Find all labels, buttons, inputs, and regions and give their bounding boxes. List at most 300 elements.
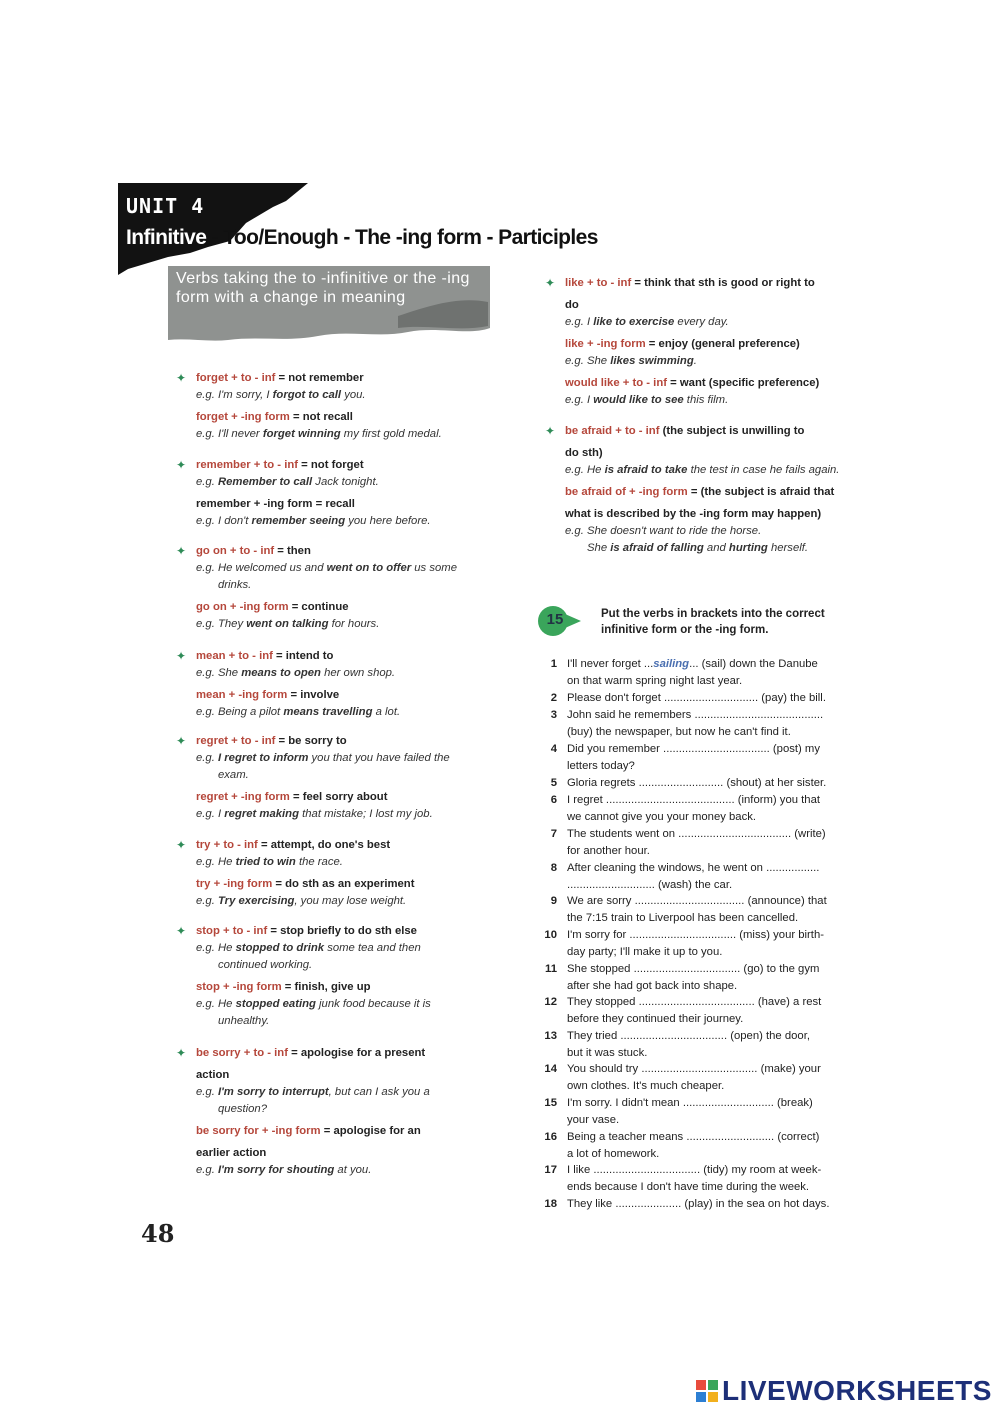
item-number: 11 (545, 963, 557, 975)
item-text (567, 961, 882, 995)
example-text: e.g. She (196, 667, 242, 679)
rule-line (196, 1045, 516, 1062)
example-text: e.g. I (196, 808, 225, 820)
example-text: this film. (683, 394, 729, 406)
example-text: e.g. I (565, 394, 594, 406)
example-text: Jack tonight. (312, 476, 379, 488)
example-line (196, 806, 516, 823)
example-text: a lot. (372, 706, 401, 718)
example-text: and (703, 542, 729, 554)
rule-form: be afraid of + -ing form (565, 486, 688, 498)
item-text (567, 860, 882, 894)
item-number: 7 (550, 828, 557, 840)
example-text: e.g. Being a pilot (196, 706, 284, 718)
answer-input[interactable]: sailing (653, 658, 690, 670)
example-highlight: I'm sorry to interrupt (217, 1086, 329, 1098)
rule-meaning: = enjoy (general preference) (645, 338, 800, 350)
rule-meaning: = (the subject is afraid that (687, 486, 835, 498)
example-text: e.g. I'm sorry, I (196, 389, 273, 401)
example-line (196, 750, 516, 767)
rule-meaning: = continue (288, 601, 349, 613)
exercise-item (537, 826, 882, 860)
example-text: e.g. He (196, 856, 236, 868)
example-line (196, 387, 516, 404)
rule-form: regret + to - inf (196, 735, 276, 747)
item-sentence: The students went on .................................... (write) (567, 828, 826, 840)
example-text: e.g. I don't (196, 515, 252, 527)
bullet-icon: ✦ (176, 1046, 187, 1060)
rule-meaning: = feel sorry about (289, 791, 388, 803)
example-text: e.g. He (196, 942, 236, 954)
rule-line (565, 275, 885, 292)
item-sentence: They tried .................................. (open) the door, (567, 1030, 810, 1042)
example-highlight: forgot to call (272, 389, 342, 401)
item-line-1 (567, 656, 882, 673)
rule-line (196, 648, 516, 665)
rule-line (196, 1123, 516, 1140)
rule-meaning: = then (274, 545, 311, 557)
grammar-rule (545, 275, 885, 409)
example-highlight: is afraid to take (604, 464, 688, 476)
instruction-line-2: infinitive form or the -ing form. (601, 624, 769, 636)
liveworksheets-logo-icon (696, 1378, 720, 1406)
grammar-rule (176, 543, 516, 633)
item-line-2: (buy) the newspaper, but now he can't find it. (567, 726, 791, 738)
rule-line (565, 297, 885, 314)
example-highlight: regret making (224, 808, 299, 820)
grammar-rule (545, 423, 885, 557)
exercise-item (537, 1162, 882, 1196)
item-number: 3 (550, 709, 557, 721)
rule-form: stop + -ing form (196, 981, 282, 993)
rule-line (196, 979, 516, 996)
rule-form: go on + -ing form (196, 601, 289, 613)
item-line-1 (567, 860, 882, 877)
bullet-icon: ✦ (176, 734, 187, 748)
example-text: exam. (218, 769, 249, 781)
exercise-item (537, 860, 882, 894)
rule-line (196, 837, 516, 854)
rule-line (196, 687, 516, 704)
exercise-item (537, 893, 882, 927)
item-line-2: the 7:15 train to Liverpool has been cancelled. (567, 912, 799, 924)
example-text: some tea and then (324, 942, 421, 954)
example-highlight: stopped to drink (235, 942, 325, 954)
item-sentence: They stopped ..................................... (have) a rest (567, 996, 822, 1008)
item-sentence: Being a teacher means ............................ (correct) (567, 1131, 820, 1143)
example-line (565, 540, 885, 557)
item-number: 18 (544, 1198, 557, 1210)
example-line (196, 1101, 516, 1118)
example-line (565, 392, 885, 409)
rule-form: mean + -ing form (196, 689, 288, 701)
example-line (196, 1084, 516, 1101)
rule-meaning: = do sth as an experiment (272, 878, 415, 890)
item-line-1 (567, 1095, 882, 1112)
grammar-rule (176, 1045, 516, 1179)
example-text: e.g. (196, 895, 218, 907)
example-text: my first gold medal. (340, 428, 442, 440)
item-number: 2 (550, 692, 557, 704)
liveworksheets-logo-text: LIVEWORKSHEETS (722, 1375, 992, 1406)
example-line (196, 665, 516, 682)
rule-form: like + to - inf (565, 277, 632, 289)
rule-form: remember + to - inf (196, 459, 299, 471)
example-highlight: like to exercise (593, 316, 675, 328)
rule-line (196, 876, 516, 893)
example-text: e.g. I (565, 316, 594, 328)
rule-meaning: = apologise for a present (287, 1047, 426, 1059)
item-number: 12 (544, 996, 557, 1008)
item-line-2: before they continued their journey. (567, 1013, 744, 1025)
rule-form: like + -ing form (565, 338, 646, 350)
example-text: the test in case he fails again. (687, 464, 840, 476)
example-line (565, 353, 885, 370)
example-line (196, 957, 516, 974)
example-text: unhealthy. (218, 1015, 270, 1027)
rule-meaning: = recall (312, 498, 355, 510)
example-text: you here before. (345, 515, 431, 527)
item-sentence: I regret ......................................... (inform) you that (567, 794, 820, 806)
rule-line (565, 375, 885, 392)
rule-meaning: = not recall (289, 411, 353, 423)
exercise-item (537, 1061, 882, 1095)
item-line-1 (567, 1028, 882, 1045)
item-line-2: letters today? (567, 760, 635, 772)
item-sentence: I like .................................. (tidy) my room at week- (567, 1164, 822, 1176)
item-number: 5 (550, 777, 557, 789)
unit-title-part1: Infinitive (126, 226, 207, 249)
item-line-2: a lot of homework. (567, 1148, 660, 1160)
example-line (196, 704, 516, 721)
rule-form: try + -ing form (196, 878, 273, 890)
exercise-item (537, 690, 882, 707)
example-highlight: means to open (241, 667, 321, 679)
example-line (565, 462, 885, 479)
example-highlight: remember seeing (251, 515, 346, 527)
item-line-1 (567, 775, 882, 792)
item-sentence: I'll never forget ... (567, 658, 654, 670)
exercise-item (537, 707, 882, 741)
item-text (567, 927, 882, 961)
item-line-2: for another hour. (567, 845, 650, 857)
rule-line (196, 1067, 516, 1084)
example-line (196, 616, 516, 633)
exercise-item (537, 1028, 882, 1062)
example-text: e.g. I'll never (196, 428, 263, 440)
exercise-item (537, 741, 882, 775)
rule-meaning: = attempt, do one's best (257, 839, 391, 851)
example-line (196, 513, 516, 530)
example-line (565, 314, 885, 331)
item-line-1 (567, 961, 882, 978)
item-line-2: but it was stuck. (567, 1047, 648, 1059)
example-line (196, 996, 516, 1013)
item-sentence: Did you remember .................................. (post) my (567, 743, 820, 755)
item-line-2: day party; I'll make it up to you. (567, 946, 723, 958)
item-number: 10 (544, 929, 557, 941)
example-line (196, 893, 516, 910)
bullet-icon: ✦ (545, 276, 556, 290)
example-line (196, 1013, 516, 1030)
item-line-1 (567, 893, 882, 910)
rule-meaning: = stop briefly to do sth else (267, 925, 417, 937)
example-highlight: Remember to call (217, 476, 313, 488)
example-highlight: hurting (728, 542, 768, 554)
item-text (567, 1061, 882, 1095)
example-highlight: stopped eating (235, 998, 316, 1010)
rule-form: regret + -ing form (196, 791, 290, 803)
example-text: every day. (674, 316, 729, 328)
example-text: for hours. (328, 618, 380, 630)
example-highlight: would like to see (593, 394, 684, 406)
exercise-item (537, 656, 882, 690)
rule-line (196, 733, 516, 750)
item-sentence: You should try ..................................... (make) your (567, 1063, 821, 1075)
item-number: 16 (544, 1131, 557, 1143)
rule-line (565, 445, 885, 462)
item-text (567, 690, 882, 707)
item-line-2: your vase. (567, 1114, 620, 1126)
example-text: us some (411, 562, 457, 574)
example-highlight: I'm sorry for shouting (217, 1164, 335, 1176)
example-text: e.g. (196, 752, 218, 764)
exercise-item (537, 1196, 882, 1213)
item-line-1 (567, 994, 882, 1011)
exercise-item (537, 1095, 882, 1129)
example-highlight: Try exercising (217, 895, 295, 907)
rule-line (565, 506, 885, 523)
rule-line (196, 543, 516, 560)
example-line (196, 577, 516, 594)
unit-title (126, 226, 598, 250)
rule-form: mean + to - inf (196, 650, 273, 662)
rule-line (196, 370, 516, 387)
example-highlight: means travelling (283, 706, 373, 718)
item-number: 17 (544, 1164, 557, 1176)
item-sentence: I'm sorry for .................................. (miss) your birth- (567, 929, 824, 941)
rule-meaning: = finish, give up (281, 981, 371, 993)
item-text (567, 792, 882, 826)
example-text: , but can I ask you a (328, 1086, 430, 1098)
bullet-icon: ✦ (176, 458, 187, 472)
bullet-icon: ✦ (176, 924, 187, 938)
item-sentence: After cleaning the windows, he went on ................. (567, 862, 820, 874)
rule-form: forget + -ing form (196, 411, 290, 423)
rule-form: do sth) (565, 447, 603, 459)
item-number: 9 (550, 895, 557, 907)
rule-form: forget + to - inf (196, 372, 276, 384)
example-text: e.g. She doesn't want to ride the horse. (565, 525, 762, 537)
example-text: e.g. He (196, 998, 236, 1010)
item-number: 13 (544, 1030, 557, 1042)
grammar-rule (176, 457, 516, 530)
exercise-item (537, 927, 882, 961)
example-text: you. (341, 389, 366, 401)
example-highlight: likes swimming (610, 355, 694, 367)
item-line-2: own clothes. It's much cheaper. (567, 1080, 725, 1092)
item-line-2: ends because I don't have time during the week. (567, 1181, 810, 1193)
item-text (567, 1129, 882, 1163)
item-number: 15 (544, 1097, 557, 1109)
item-number: 4 (550, 743, 557, 755)
example-line (196, 854, 516, 871)
rule-meaning: = involve (287, 689, 340, 701)
example-highlight: is afraid of falling (610, 542, 704, 554)
grammar-rule (176, 648, 516, 721)
item-text (567, 1028, 882, 1062)
example-highlight: I regret to inform (217, 752, 309, 764)
example-text: , you may lose weight. (294, 895, 407, 907)
example-text: e.g. (196, 476, 218, 488)
example-highlight: forget winning (262, 428, 341, 440)
item-sentence: We are sorry ................................... (announce) that (567, 895, 827, 907)
item-sentence: They like ..................... (play) in the sea on hot days. (567, 1198, 830, 1210)
example-line (196, 474, 516, 491)
item-line-1 (567, 1061, 882, 1078)
item-text (567, 1095, 882, 1129)
example-line (196, 426, 516, 443)
example-line (196, 560, 516, 577)
item-line-2: ............................ (wash) the car. (567, 879, 733, 891)
rule-meaning: = apologise for an (320, 1125, 421, 1137)
example-text: at you. (334, 1164, 372, 1176)
exercise-item (537, 792, 882, 826)
bullet-icon: ✦ (176, 649, 187, 663)
example-text: continued working. (218, 959, 313, 971)
bullet-icon: ✦ (176, 838, 187, 852)
rule-meaning: (the subject is unwilling to (659, 425, 805, 437)
example-text: you that you have failed the (308, 752, 450, 764)
example-text: junk food because it is (315, 998, 431, 1010)
exercise-instruction (601, 606, 825, 638)
rule-form: action (196, 1069, 230, 1081)
rule-form: what is described by the -ing form may happen) (565, 508, 822, 520)
item-text (567, 1196, 882, 1213)
item-line-1 (567, 1129, 882, 1146)
item-line-1 (567, 707, 882, 724)
exercise-item (537, 961, 882, 995)
item-line-2: on that warm spring night last year. (567, 675, 743, 687)
rule-line (196, 457, 516, 474)
rule-meaning: = think that sth is good or right to (631, 277, 815, 289)
rule-line (196, 599, 516, 616)
grammar-rule (176, 370, 516, 443)
item-text (567, 741, 882, 775)
rule-line (196, 409, 516, 426)
rule-line (565, 336, 885, 353)
item-line-2: after she had got back into shape. (567, 980, 738, 992)
rule-form: would like + to - inf (565, 377, 667, 389)
example-line (196, 1162, 516, 1179)
example-text: drinks. (218, 579, 252, 591)
example-text: her own shop. (320, 667, 396, 679)
item-text (567, 893, 882, 927)
rule-form: be afraid + to - inf (565, 425, 660, 437)
rule-form: go on + to - inf (196, 545, 275, 557)
exercise-item (537, 1129, 882, 1163)
section-title: Verbs taking the to -infinitive or the -ing form with a change in meaning (176, 270, 470, 306)
item-text (567, 1162, 882, 1196)
item-line-1 (567, 826, 882, 843)
example-text: the race. (295, 856, 343, 868)
rule-form: try + to - inf (196, 839, 258, 851)
rule-line (196, 1145, 516, 1162)
rule-line (196, 496, 516, 513)
item-text (567, 775, 882, 792)
item-line-2: we cannot give you your money back. (567, 811, 757, 823)
rule-meaning: = not forget (298, 459, 364, 471)
item-line-1 (567, 1196, 882, 1213)
example-text: that mistake; I lost my job. (298, 808, 433, 820)
item-sentence: Please don't forget .............................. (pay) the bill. (567, 692, 826, 704)
example-text: . (693, 355, 697, 367)
example-text: e.g. He welcomed us and (196, 562, 327, 574)
rule-line (565, 423, 885, 440)
rule-meaning: = be sorry to (275, 735, 347, 747)
item-text (567, 656, 882, 690)
item-number: 8 (550, 862, 557, 874)
example-line (565, 523, 885, 540)
example-text: e.g. (196, 1086, 218, 1098)
rule-meaning: = not remember (275, 372, 364, 384)
item-sentence: John said he remembers ......................................... (567, 709, 824, 721)
example-highlight: went on to offer (326, 562, 412, 574)
rule-line (565, 484, 885, 501)
bullet-icon: ✦ (176, 544, 187, 558)
rule-line (196, 923, 516, 940)
rule-meaning: = intend to (272, 650, 334, 662)
item-sentence: ... (sail) down the Danube (689, 658, 818, 670)
exercise-number: 15 (546, 611, 564, 628)
unit-title-part2: - Too/Enough - The -ing form - Participles (206, 226, 598, 249)
grammar-rule (176, 923, 516, 1030)
rule-line (196, 789, 516, 806)
instruction-line-1: Put the verbs in brackets into the correct (601, 608, 825, 620)
item-sentence: Gloria regrets ........................... (shout) at her sister. (567, 777, 827, 789)
item-line-1 (567, 690, 882, 707)
rule-form: do (565, 299, 579, 311)
item-number: 1 (550, 658, 557, 670)
example-line (196, 767, 516, 784)
exercise-item (537, 775, 882, 792)
rule-form: be sorry + to - inf (196, 1047, 288, 1059)
item-text (567, 994, 882, 1028)
item-sentence: I'm sorry. I didn't mean ............................. (break) (567, 1097, 813, 1109)
rule-form: remember + -ing form (196, 498, 313, 510)
item-line-1 (567, 1162, 882, 1179)
item-number: 6 (550, 794, 557, 806)
item-line-1 (567, 741, 882, 758)
example-text: e.g. (196, 1164, 218, 1176)
example-text: question? (218, 1103, 267, 1115)
example-text: e.g. They (196, 618, 247, 630)
example-highlight: went on talking (246, 618, 329, 630)
example-text: e.g. He (565, 464, 605, 476)
item-text (567, 707, 882, 741)
item-line-1 (567, 927, 882, 944)
item-number: 14 (544, 1063, 557, 1075)
grammar-rule (176, 837, 516, 910)
example-highlight: tried to win (235, 856, 296, 868)
rule-form: stop + to - inf (196, 925, 268, 937)
example-line (196, 940, 516, 957)
rule-form: be sorry for + -ing form (196, 1125, 321, 1137)
rule-form: earlier action (196, 1147, 267, 1159)
exercise-item (537, 994, 882, 1028)
item-sentence: She stopped .................................. (go) to the gym (567, 963, 820, 975)
example-text: herself. (767, 542, 809, 554)
